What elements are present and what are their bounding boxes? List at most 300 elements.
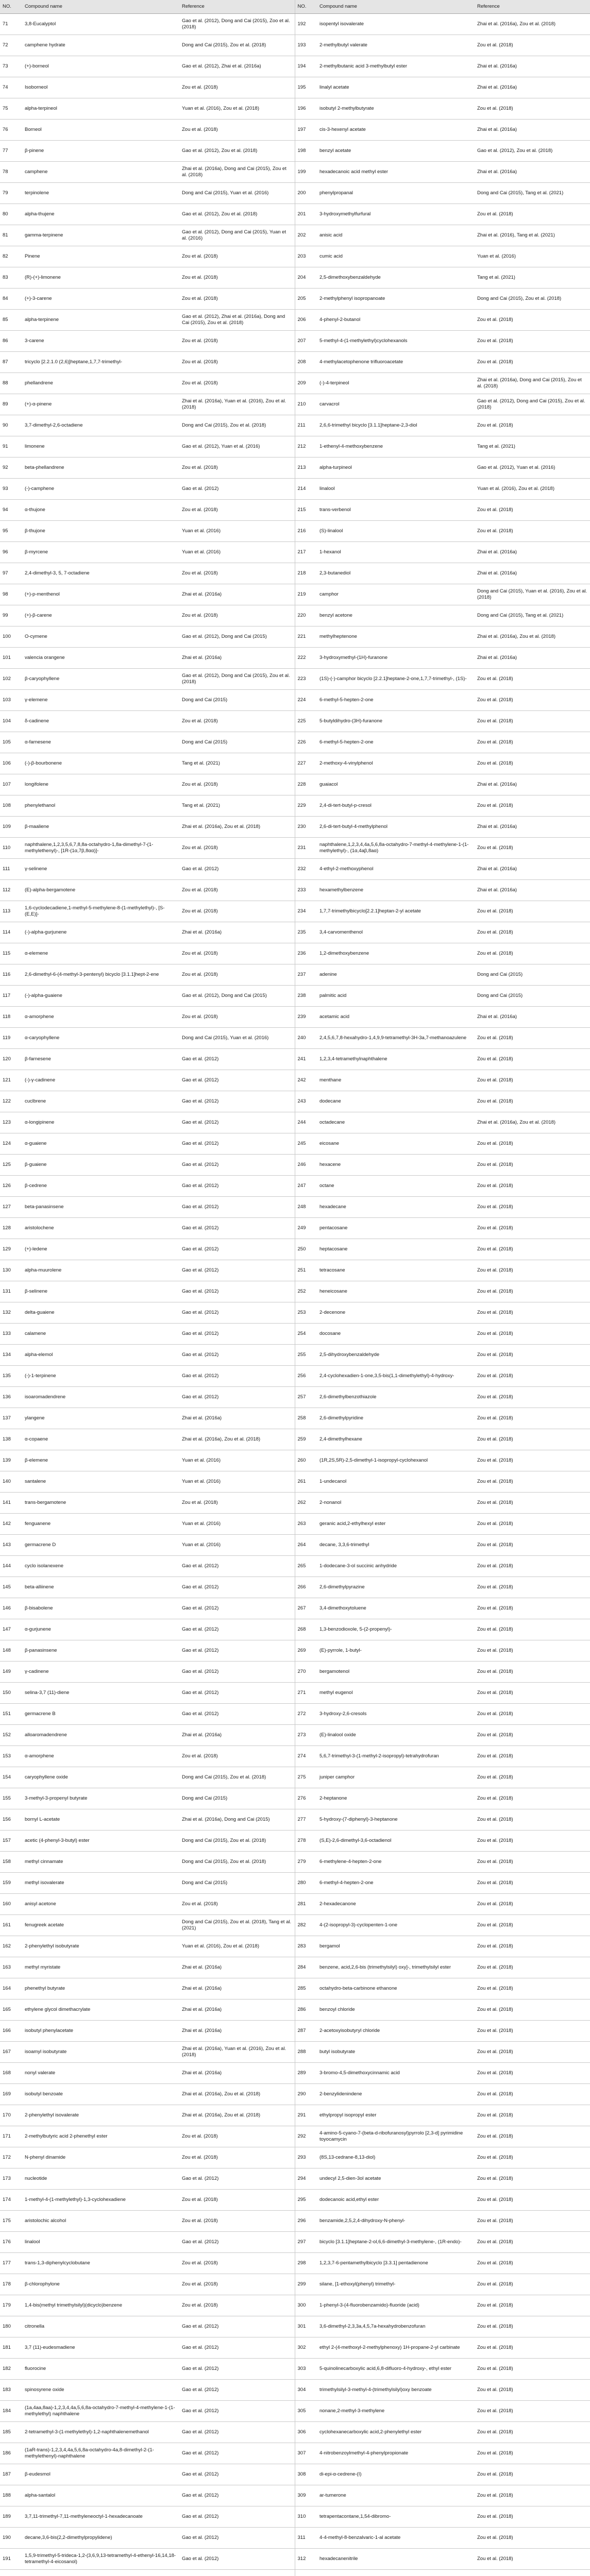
compound-name-cell: beta-panasinsene — [22, 1196, 179, 1217]
compound-name-cell-2: 2,4-dimethylhexane — [317, 1429, 475, 1450]
no-cell: 128 — [0, 1217, 22, 1239]
compound-name-cell: citronella — [22, 2316, 179, 2337]
compound-name-cell: isobutyl benzoate — [22, 2083, 179, 2105]
no-cell-2: 259 — [295, 1429, 317, 1450]
reference-cell: Zhai et al. (2016a), Zou et al. (2018) — [179, 1429, 295, 1450]
compound-name-cell: (+)-borneol — [22, 56, 179, 77]
compound-name-cell: 2-methylbutyric acid 2-phenethyl ester — [22, 2126, 179, 2147]
table-row — [0, 2231, 590, 2252]
compound-name-cell-2: 5-butyldihydro-(3H)-furanone — [317, 710, 475, 732]
reference-cell-2: Zhai et al. (2016a) — [475, 563, 590, 584]
compound-name-cell: α-thujone — [22, 499, 179, 520]
compound-name-cell: 1,6-cyclodecadiene,1-methyl-5-methylene-8-(1-methylethyl)-, [S-(E,E)]- — [22, 901, 179, 922]
reference-cell-2: Zou et al. (2018) — [475, 1302, 590, 1323]
compound-name-cell-2: heneicosane — [317, 1281, 475, 1302]
no-cell-2: 283 — [295, 1936, 317, 1957]
no-cell: 163 — [0, 1957, 22, 1978]
reference-cell-2: Zou et al. (2018) — [475, 1175, 590, 1196]
no-cell-2: 280 — [295, 1872, 317, 1893]
reference-cell: Yuan et al. (2016) — [179, 541, 295, 563]
table-row — [0, 1365, 590, 1386]
table-row — [0, 837, 590, 858]
no-cell: 98 — [0, 584, 22, 605]
compound-name-cell: linalool — [22, 2231, 179, 2252]
no-cell: 156 — [0, 1809, 22, 1830]
no-cell: 180 — [0, 2316, 22, 2337]
reference-cell-2: Zhai et al. (2016a), Zou et al. (2018) — [475, 13, 590, 35]
compound-name-cell: 2-phenylethyl isobutyrate — [22, 1936, 179, 1957]
compound-name-cell: β-farnesene — [22, 1048, 179, 1070]
compound-name-cell-2: 5-quinolinecarboxylic acid,6,8-difluoro-4-hydroxy-, ethyl ester — [317, 2358, 475, 2379]
no-cell-2: 226 — [295, 732, 317, 753]
no-cell-2: 203 — [295, 246, 317, 267]
no-cell-2: 193 — [295, 35, 317, 56]
no-cell: 168 — [0, 2062, 22, 2083]
reference-cell: Dong and Cai (2015), Zou et al. (2018) — [179, 1851, 295, 1872]
no-cell: 75 — [0, 98, 22, 119]
reference-cell-2: Zou et al. (2018) — [475, 1239, 590, 1260]
compound-name-cell-2: benzene, acid,2,6-bis (trimethylsilyl) oxy]-, trimethylsilyl ester — [317, 1957, 475, 1978]
compound-name-cell: γ-elemene — [22, 689, 179, 710]
reference-cell: Gao et al. (2012) — [179, 2400, 295, 2421]
reference-cell: Gao et al. (2012) — [179, 2337, 295, 2358]
compound-name-cell-2: 4-ethyl-2-methoxyphenol — [317, 858, 475, 879]
table-row — [0, 1661, 590, 1682]
reference-cell-2: Zou et al. (2018) — [475, 2252, 590, 2274]
compound-name-cell: santalene — [22, 1471, 179, 1492]
reference-cell-2: Zou et al. (2018) — [475, 1027, 590, 1048]
table-row — [0, 2274, 590, 2295]
reference-cell: Gao et al. (2012) — [179, 1555, 295, 1577]
no-cell: 97 — [0, 563, 22, 584]
compound-name-cell: naphthalene,1,2,3,5,6,7,8,8a-octahydro-1,8a-dimethyl-7-(1-methylethenyl)-, [1R-(1α,7β,8αα)]- — [22, 837, 179, 858]
no-cell-2: 198 — [295, 140, 317, 161]
compound-name-cell: α-guaiene — [22, 1133, 179, 1154]
compound-name-cell-2: nonane,2-methyl-3-methylene — [317, 2400, 475, 2421]
compound-name-cell: β-elemene — [22, 1450, 179, 1471]
compound-name-cell-2: 2,4,5,6,7,8-hexahydro-1,4,9,9-tetramethyl-3H-3a,7-methanoazulene — [317, 1027, 475, 1048]
no-cell-2: 260 — [295, 1450, 317, 1471]
compound-name-cell: β-guaiene — [22, 1154, 179, 1175]
reference-cell-2: Zou et al. (2018) — [475, 1217, 590, 1239]
no-cell: 94 — [0, 499, 22, 520]
no-cell-2: 266 — [295, 1577, 317, 1598]
compound-name-cell: (-)-alpha-gurjunene — [22, 922, 179, 943]
table-row — [0, 1534, 590, 1555]
reference-cell-2: Zou et al. (2018) — [475, 1640, 590, 1661]
no-cell-2: 223 — [295, 668, 317, 689]
compound-name-cell-2: pentacosane — [317, 1217, 475, 1239]
compound-name-cell: 1,4-bis(methyl trimethylsilyl)(dicyclo)benzene — [22, 2295, 179, 2316]
no-cell — [0, 2569, 22, 2576]
reference-cell-2: Zou et al. (2018) — [475, 1513, 590, 1534]
no-cell: 140 — [0, 1471, 22, 1492]
no-cell: 116 — [0, 964, 22, 985]
no-cell: 179 — [0, 2295, 22, 2316]
reference-cell: Gao et al. (2012) — [179, 2527, 295, 2548]
table-row — [0, 2569, 590, 2576]
compound-name-cell-2: linalyl acetate — [317, 77, 475, 98]
no-cell-2: 222 — [295, 647, 317, 668]
no-cell: 160 — [0, 1893, 22, 1914]
compound-name-cell-2: benzoyl chloride — [317, 1999, 475, 2020]
compound-name-cell-2: hexadecanoic acid methyl ester — [317, 161, 475, 182]
table-row — [0, 985, 590, 1006]
no-cell: 174 — [0, 2189, 22, 2210]
compound-name-cell: alloaromadendrene — [22, 1724, 179, 1745]
compound-name-cell-2: heptacosane — [317, 1239, 475, 1260]
no-cell: 182 — [0, 2358, 22, 2379]
compound-name-cell-2: isopentyl isovalerate — [317, 13, 475, 35]
table-row — [0, 98, 590, 119]
table-row — [0, 2295, 590, 2316]
reference-cell-2: Zhai et al. (2016a) — [475, 647, 590, 668]
reference-cell: Yuan et al. (2016) — [179, 1450, 295, 1471]
reference-cell-2: Zou et al. (2018) — [475, 1048, 590, 1070]
table-row — [0, 246, 590, 267]
reference-cell: Dong and Cai (2015) — [179, 1872, 295, 1893]
table-row — [0, 1260, 590, 1281]
reference-cell-2: Zou et al. (2018) — [475, 2168, 590, 2189]
compound-name-cell-2: benzamide,2,5,2,4-dihydroxy-N-phenyl- — [317, 2210, 475, 2231]
reference-cell-2: Dong and Cai (2015), Yuan et al. (2016), Zou et al. (2018) — [475, 584, 590, 605]
no-cell: 157 — [0, 1830, 22, 1851]
reference-cell: Gao et al. (2012) — [179, 1048, 295, 1070]
header-reference: Reference — [179, 0, 295, 13]
compound-name-cell: fenugreek acetate — [22, 1914, 179, 1936]
table-row — [0, 394, 590, 415]
compound-name-cell-2: butyl isobutyrate — [317, 2041, 475, 2062]
no-cell: 170 — [0, 2105, 22, 2126]
reference-cell: Gao et al. (2012) — [179, 1175, 295, 1196]
no-cell: 101 — [0, 647, 22, 668]
compound-name-cell-2: eicosane — [317, 1133, 475, 1154]
table-row — [0, 1429, 590, 1450]
reference-cell-2: Zou et al. (2018) — [475, 2295, 590, 2316]
reference-cell-2: Zou et al. (2018) — [475, 753, 590, 774]
table-row — [0, 1555, 590, 1577]
no-cell: 183 — [0, 2379, 22, 2400]
reference-cell: Gao et al. (2012) — [179, 2443, 295, 2464]
compound-name-cell: phenethyl butyrate — [22, 1978, 179, 1999]
reference-cell: Zhai et al. (2016a) — [179, 1999, 295, 2020]
reference-cell-2: Zou et al. (2018) — [475, 1260, 590, 1281]
table-row — [0, 1386, 590, 1408]
table-row — [0, 2506, 590, 2527]
header-compound-name: Compound name — [22, 0, 179, 13]
no-cell-2: 269 — [295, 1640, 317, 1661]
no-cell: 130 — [0, 1260, 22, 1281]
compound-name-cell-2: dodecane — [317, 1091, 475, 1112]
compound-name-cell-2: ar-tumerone — [317, 2485, 475, 2506]
no-cell: 127 — [0, 1196, 22, 1217]
compound-name-cell-2: 5-methyl-4-(1-methylethyl)cyclohexanols — [317, 330, 475, 351]
no-cell-2: 215 — [295, 499, 317, 520]
reference-cell-2: Zou et al. (2018) — [475, 2147, 590, 2168]
reference-cell-2: Zou et al. (2018) — [475, 499, 590, 520]
reference-cell: Dong and Cai (2015) — [179, 1788, 295, 1809]
no-cell: 119 — [0, 1027, 22, 1048]
table-row — [0, 56, 590, 77]
reference-cell: Yuan et al. (2016) — [179, 1471, 295, 1492]
table-row — [0, 161, 590, 182]
compound-name-cell-2: 6-methylene-4-hepten-2-one — [317, 1851, 475, 1872]
compound-name-cell-2: (1S)-(-)-camphor bicyclo [2.2.1]heptane-2-one,1,7,7-trimethyl-, (1S)- — [317, 668, 475, 689]
reference-cell-2: Zou et al. (2018) — [475, 204, 590, 225]
compound-name-cell-2: bicyclo [3.1.1]heptane-2-ol,6,6-dimethyl-3-methylene-, (1R-endo)- — [317, 2231, 475, 2252]
compound-name-cell-2: 1-phenyl-3-(4-fluorobenzamido)-fluoride (acid) — [317, 2295, 475, 2316]
compound-name-cell: nucleotide — [22, 2168, 179, 2189]
compound-name-cell-2: 2,6-di-tert-butyl-4-methylphenol — [317, 816, 475, 837]
no-cell-2: 263 — [295, 1513, 317, 1534]
reference-cell-2: Zhai et al. (2016a) — [475, 879, 590, 901]
table-row — [0, 753, 590, 774]
compound-name-cell-2: 3,4-carvomenthenol — [317, 922, 475, 943]
reference-cell-2: Zou et al. (2018) — [475, 2274, 590, 2295]
reference-cell-2: Dong and Cai (2015), Tang et al. (2021) — [475, 605, 590, 626]
no-cell-2: 308 — [295, 2464, 317, 2485]
table-row — [0, 774, 590, 795]
no-cell-2: 298 — [295, 2252, 317, 2274]
no-cell: 110 — [0, 837, 22, 858]
reference-cell: Gao et al. (2012), Zhai et al. (2016a), Dong and Cai (2015), Zou et al. (2018) — [179, 309, 295, 330]
compound-name-cell: alpha-terpinene — [22, 309, 179, 330]
reference-cell-2: Zhai et al. (2016a) — [475, 816, 590, 837]
reference-cell: Yuan et al. (2016) — [179, 520, 295, 541]
no-cell: 166 — [0, 2020, 22, 2041]
table-row — [0, 541, 590, 563]
reference-cell-2: Zou et al. (2018) — [475, 2548, 590, 2569]
compound-name-cell-2: 2,6-dimethylbenzothiazole — [317, 1386, 475, 1408]
reference-cell: Zhai et al. (2016a) — [179, 2062, 295, 2083]
compound-name-cell: Isoborneol — [22, 77, 179, 98]
reference-cell: Zou et al. (2018) — [179, 351, 295, 372]
table-row — [0, 858, 590, 879]
no-cell: 138 — [0, 1429, 22, 1450]
table-row — [0, 1323, 590, 1344]
compound-name-cell: aristolochene — [22, 1217, 179, 1239]
compound-name-cell: β-pinene — [22, 140, 179, 161]
compound-name-cell: α-elemene — [22, 943, 179, 964]
reference-cell-2: Dong and Cai (2015) — [475, 964, 590, 985]
no-cell-2: 286 — [295, 1999, 317, 2020]
no-cell: 191 — [0, 2548, 22, 2569]
header-no: NO. — [0, 0, 22, 13]
compound-name-cell-2: isobutyl 2-methylbutyrate — [317, 98, 475, 119]
no-cell: 123 — [0, 1112, 22, 1133]
no-cell-2: 237 — [295, 964, 317, 985]
compound-name-cell-2: tetrapentacontane,1,54-dibromo- — [317, 2506, 475, 2527]
reference-cell: Dong and Cai (2015), Yuan et al. (2016) — [179, 1027, 295, 1048]
reference-cell-2: Yuan et al. (2016), Zou et al. (2018) — [475, 478, 590, 499]
table-row — [0, 1957, 590, 1978]
no-cell-2: 262 — [295, 1492, 317, 1513]
reference-cell-2: Zou et al. (2018) — [475, 2231, 590, 2252]
reference-cell-2: Zou et al. (2018) — [475, 1619, 590, 1640]
no-cell-2: 290 — [295, 2083, 317, 2105]
compound-name-cell: selina-3,7 (11)-diene — [22, 1682, 179, 1703]
no-cell: 93 — [0, 478, 22, 499]
no-cell-2: 192 — [295, 13, 317, 35]
reference-cell: Gao et al. (2012), Dong and Cai (2015), Yuan et al. (2016) — [179, 225, 295, 246]
reference-cell: Gao et al. (2012) — [179, 1577, 295, 1598]
no-cell-2: 264 — [295, 1534, 317, 1555]
reference-cell: Zou et al. (2018) — [179, 2274, 295, 2295]
reference-cell: Zou et al. (2018) — [179, 774, 295, 795]
no-cell-2: 272 — [295, 1703, 317, 1724]
no-cell-2: 278 — [295, 1830, 317, 1851]
compound-name-cell-2: menthane — [317, 1070, 475, 1091]
compound-name-cell-2: hexamethylbenzene — [317, 879, 475, 901]
no-cell-2: 235 — [295, 922, 317, 943]
reference-cell-2: Zou et al. (2018) — [475, 2485, 590, 2506]
compound-name-cell: N-phenyl dinamide — [22, 2147, 179, 2168]
reference-cell: Gao et al. (2012) — [179, 1386, 295, 1408]
compound-name-cell: valencia orangene — [22, 647, 179, 668]
compound-name-cell: α-amorphene — [22, 1006, 179, 1027]
reference-cell-2: Zou et al. (2018) — [475, 1957, 590, 1978]
compound-name-cell: α-amorphene — [22, 1745, 179, 1767]
no-cell-2: 206 — [295, 309, 317, 330]
compound-name-cell-2: methylheptenone — [317, 626, 475, 647]
reference-cell: Zhai et al. (2016a) — [179, 1957, 295, 1978]
no-cell-2: 303 — [295, 2358, 317, 2379]
reference-cell: Gao et al. (2012) — [179, 1598, 295, 1619]
no-cell: 74 — [0, 77, 22, 98]
table-row — [0, 2379, 590, 2400]
compound-name-cell: (+)-ledene — [22, 1239, 179, 1260]
no-cell-2: 253 — [295, 1302, 317, 1323]
no-cell: 96 — [0, 541, 22, 563]
compound-name-cell-2: 1-undecanol — [317, 1471, 475, 1492]
compound-name-cell: alpha-santalol — [22, 2485, 179, 2506]
compound-name-cell-2: 2,3-butanediol — [317, 563, 475, 584]
reference-cell-2: Zhai et al. (2016a) — [475, 77, 590, 98]
no-cell-2: 294 — [295, 2168, 317, 2189]
compound-name-cell-2: bergamotenol — [317, 1661, 475, 1682]
compound-name-cell-2: 1,2,3,4-tetramethylnaphthalene — [317, 1048, 475, 1070]
no-cell-2: 231 — [295, 837, 317, 858]
compound-name-cell: phellandrene — [22, 372, 179, 394]
table-row — [0, 1872, 590, 1893]
no-cell-2: 250 — [295, 1239, 317, 1260]
no-cell-2: 221 — [295, 626, 317, 647]
no-cell-2: 242 — [295, 1070, 317, 1091]
reference-cell: Zhai et al. (2016a), Yuan et al. (2016), Zou et al. (2018) — [179, 2041, 295, 2062]
reference-cell-2: Zou et al. (2018) — [475, 1555, 590, 1577]
reference-cell-2: Zou et al. (2018) — [475, 2210, 590, 2231]
reference-cell: Gao et al. (2012), Yuan et al. (2016) — [179, 436, 295, 457]
table-row — [0, 1196, 590, 1217]
table-row — [0, 647, 590, 668]
reference-cell-2: Zou et al. (2018) — [475, 309, 590, 330]
compound-name-cell: α-copaene — [22, 1429, 179, 1450]
compound-name-cell-2: acetamic acid — [317, 1006, 475, 1027]
no-cell-2: 273 — [295, 1724, 317, 1745]
reference-cell: Gao et al. (2012) — [179, 2548, 295, 2569]
no-cell-2: 270 — [295, 1661, 317, 1682]
compound-name-cell-2: 5-hydroxy-(7-diphenyl)-3-heptanone — [317, 1809, 475, 1830]
reference-cell: Zou et al. (2018) — [179, 1745, 295, 1767]
reference-cell-2: Zou et al. (2018) — [475, 98, 590, 119]
compound-name-cell-2: 2-hexadecanone — [317, 1893, 475, 1914]
compound-name-cell-2: (1R,2S,5R)-2,5-dimethyl-1-isopropyl-cyclohexanol — [317, 1450, 475, 1471]
table-row — [0, 1070, 590, 1091]
reference-cell-2: Zou et al. (2018) — [475, 1133, 590, 1154]
reference-cell: Gao et al. (2012) — [179, 2379, 295, 2400]
table-row — [0, 1513, 590, 1534]
no-cell: 158 — [0, 1851, 22, 1872]
reference-cell: Zou et al. (2018) — [179, 2126, 295, 2147]
no-cell: 185 — [0, 2421, 22, 2443]
reference-cell: Tang et al. (2021) — [179, 753, 295, 774]
compound-name-cell-2: 2-decenone — [317, 1302, 475, 1323]
reference-cell-2: Zou et al. (2018) — [475, 1492, 590, 1513]
no-cell-2: 197 — [295, 119, 317, 140]
no-cell: 107 — [0, 774, 22, 795]
compound-name-cell: germacrene D — [22, 1534, 179, 1555]
reference-cell-2: Zou et al. (2018) — [475, 710, 590, 732]
reference-cell: Dong and Cai (2015), Yuan et al. (2016) — [179, 182, 295, 204]
table-row — [0, 2210, 590, 2231]
reference-cell-2: Zhai et al. (2016a), Zou et al. (2018) — [475, 626, 590, 647]
compound-name-cell-2: phenylpropanal — [317, 182, 475, 204]
no-cell: 175 — [0, 2210, 22, 2231]
compound-name-cell: (-)-camphene — [22, 478, 179, 499]
no-cell-2: 254 — [295, 1323, 317, 1344]
no-cell: 95 — [0, 520, 22, 541]
compound-name-cell-2: trimethylsilyl-3-methyl-4-(trimethylsilyl)oxy benzoate — [317, 2379, 475, 2400]
table-row — [0, 1344, 590, 1365]
compound-name-cell: 3,7 (11)-eudesmadiene — [22, 2337, 179, 2358]
table-row — [0, 2421, 590, 2443]
no-cell-2: 305 — [295, 2400, 317, 2421]
reference-cell-2: Zou et al. (2018) — [475, 415, 590, 436]
no-cell: 172 — [0, 2147, 22, 2168]
compound-name-cell-2: ethylpropyl isopropyl ester — [317, 2105, 475, 2126]
no-cell: 176 — [0, 2231, 22, 2252]
reference-cell-2: Zou et al. (2018) — [475, 520, 590, 541]
compound-name-cell-2: 6-methyl-5-hepten-2-one — [317, 732, 475, 753]
table-row — [0, 288, 590, 309]
compound-name-cell: 1-methyl-4-(1-methylethyl)-1,3-cyclohexadiene — [22, 2189, 179, 2210]
compound-name-cell-2: 4-(2-isopropyl-3)-cyclopenten-1-one — [317, 1914, 475, 1936]
no-cell: 150 — [0, 1682, 22, 1703]
compound-name-cell-2: hexacene — [317, 1154, 475, 1175]
compound-name-cell-2: dodecanoic acid,ethyl ester — [317, 2189, 475, 2210]
reference-cell: Gao et al. (2012) — [179, 858, 295, 879]
table-row — [0, 1281, 590, 1302]
compound-name-cell-2: (-)-4-terpineol — [317, 372, 475, 394]
reference-cell-2: Zou et al. (2018) — [475, 2506, 590, 2527]
no-cell: 104 — [0, 710, 22, 732]
compound-name-cell: δ-cadinene — [22, 710, 179, 732]
no-cell-2: 196 — [295, 98, 317, 119]
compound-name-cell: alpha-thujene — [22, 204, 179, 225]
table-row — [0, 2041, 590, 2062]
reference-cell: Zhai et al. (2016a) — [179, 584, 295, 605]
table-row — [0, 2147, 590, 2168]
table-row — [0, 1893, 590, 1914]
no-cell: 146 — [0, 1598, 22, 1619]
compound-name-cell: (+)-3-carene — [22, 288, 179, 309]
compound-name-cell: Borneol — [22, 119, 179, 140]
table-row — [0, 2189, 590, 2210]
table-row — [0, 1724, 590, 1745]
reference-cell: Zou et al. (2018) — [179, 2295, 295, 2316]
compound-name-cell-2: 2,5-dimethoxybenzaldehyde — [317, 267, 475, 288]
reference-cell-2: Zou et al. (2018) — [475, 2421, 590, 2443]
